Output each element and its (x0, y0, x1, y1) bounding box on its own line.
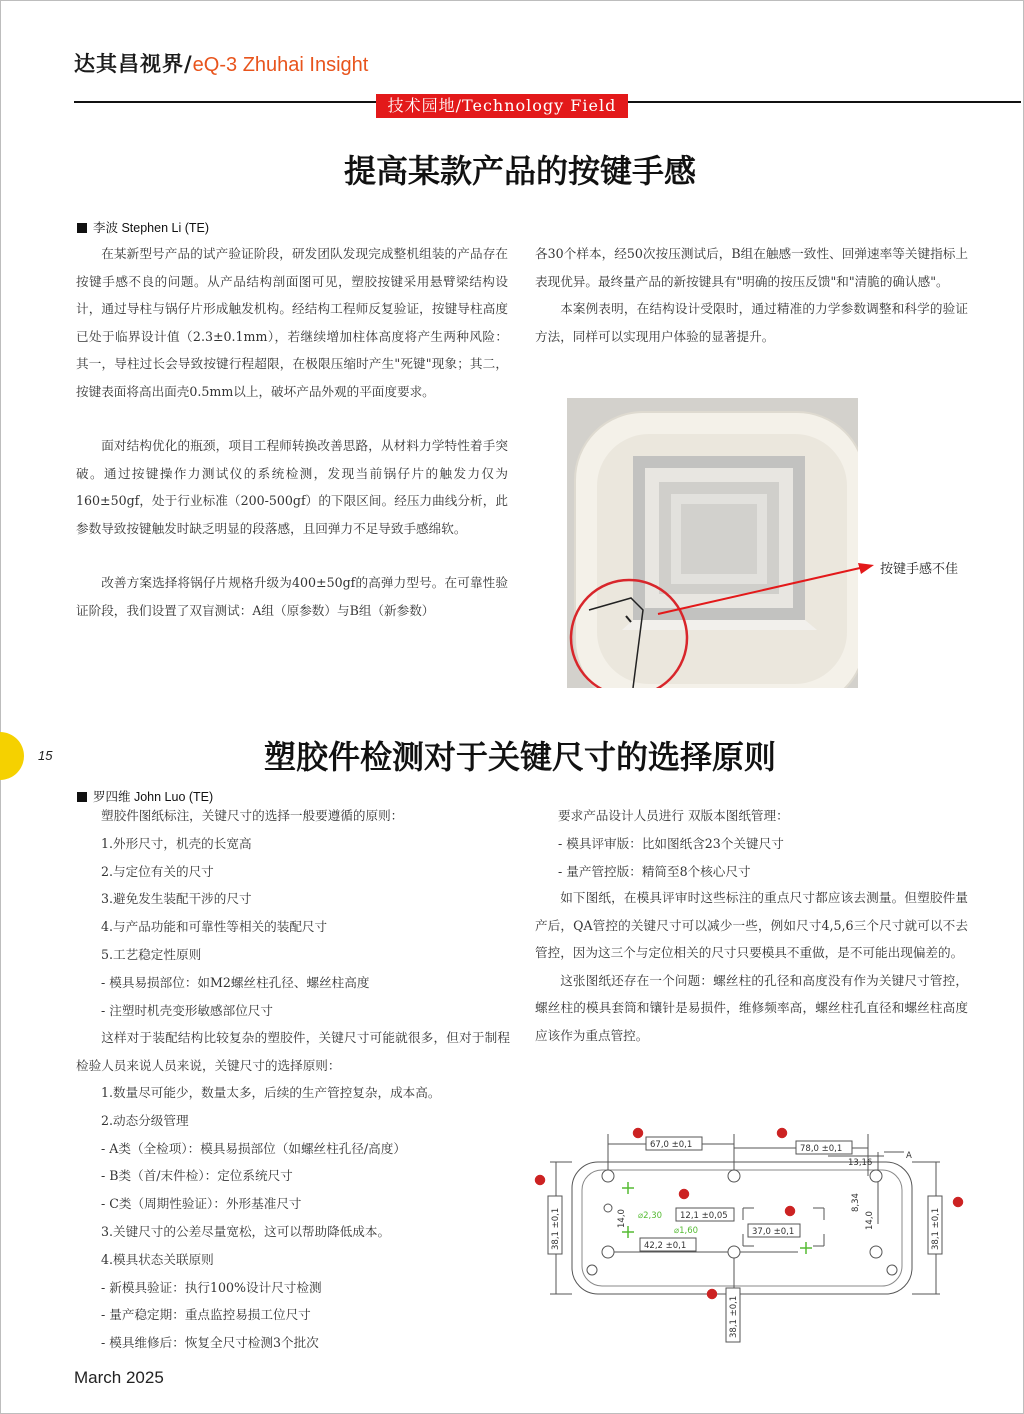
datum-label: A (906, 1151, 912, 1161)
callout-arrow (650, 560, 880, 620)
list-item: - 模具维修后：恢复全尺寸检测3个批次 (101, 1335, 319, 1351)
list-item: 4.模具状态关联原则 (101, 1251, 214, 1267)
dimension-label: 12,1 ±0,05 (680, 1211, 728, 1221)
author-marker-icon (77, 792, 87, 802)
paragraph: 这样对于装配结构比较复杂的塑胶件，关键尺寸可能就很多，但对于制程检验人员来说人员来说，关键尺寸的选择原则： (76, 1030, 510, 1073)
article2-right-list (558, 802, 968, 885)
dimension-label: 14,0 (617, 1209, 627, 1228)
paragraph: 本案例表明，在结构设计受限时，通过精准的力学参数调整和科学的验证方法，同样可以实现用户体验的显著提升。 (535, 301, 968, 344)
masthead-english: eQ-3 Zhuhai Insight (192, 54, 369, 76)
dimension-label: 38,1 ±0,1 (729, 1295, 739, 1338)
dimension-label: ⌀1,60 (674, 1226, 699, 1236)
list-item: - 量产管控版：精简至8个核心尺寸 (558, 863, 751, 879)
article2-left-list-2 (101, 1079, 511, 1357)
author-marker-icon (77, 223, 87, 233)
paragraph: 改善方案选择将锅仔片规格升级为400±50gf的高弹力型号。在可靠性验证阶段，我们设置了双盲测试：A组（原参数）与B组（新参数） (76, 575, 508, 618)
masthead-chinese: 达其昌视界/ (74, 51, 193, 76)
list-item: - C类（周期性验证）：外形基准尺寸 (101, 1196, 302, 1212)
paragraph: 各30个样本，经50次按压测试后，B组在触感一致性、回弹速率等关键指标上表现优异。最终量产品的新按键具有"明确的按压反馈"和"清脆的确认感"。 (535, 246, 968, 289)
svg-text:1: 1 (636, 1130, 640, 1137)
article2-author-name: 罗四维 John Luo (TE) (93, 790, 214, 804)
dimension-label: 38,1 ±0,1 (551, 1207, 561, 1250)
list-item: - 模具易损部位：如M2螺丝柱孔径、螺丝柱高度 (101, 974, 370, 990)
article1-left-column (76, 240, 508, 624)
section-label: 技术园地/Technology Field (376, 94, 628, 118)
list-item: - B类（首/末件检）：定位系统尺寸 (101, 1168, 293, 1184)
list-item: 要求产品设计人员进行 双版本图纸管理： (558, 808, 789, 823)
svg-text:2: 2 (780, 1130, 784, 1137)
technical-drawing (528, 1112, 968, 1344)
dimension-label: 67,0 ±0,1 (650, 1140, 693, 1150)
masthead (74, 48, 368, 78)
list-item: 2.与定位有关的尺寸 (101, 863, 214, 879)
list-item: 5.工艺稳定性原则 (101, 946, 202, 962)
dimension-label: ⌀2,30 (638, 1211, 663, 1221)
dimension-label: 14,0 (865, 1211, 875, 1230)
list-item: - 模具评审版：比如图纸含23个关键尺寸 (558, 835, 784, 851)
article1-right-column (535, 240, 968, 350)
paragraph: 这张图纸还存在一个问题：螺丝柱的孔径和高度没有作为关键尺寸管控，螺丝柱的模具套筒和镶针是易损件，维修频率高，螺丝柱孔直径和螺丝柱高度应该作为重点管控。 (535, 972, 968, 1043)
page-number: 15 (38, 748, 53, 763)
dimension-label: 78,0 ±0,1 (800, 1144, 843, 1154)
dimension-label: 8,34 (851, 1193, 861, 1212)
article1-author (77, 218, 209, 236)
list-item: - A类（全检项）：模具易损部位（如螺丝柱孔径/高度） (101, 1140, 406, 1156)
dimension-label: 38,1 ±0,1 (931, 1207, 941, 1250)
list-item: 4.与产品功能和可靠性等相关的装配尺寸 (101, 919, 328, 935)
dimension-label: 37,0 ±0,1 (752, 1227, 795, 1237)
paragraph: 如下图纸，在模具评审时这些标注的重点尺寸都应该去测量。但塑胶件量产后，QA管控的关键尺寸可以减少一些，例如尺寸4,5,6三个尺寸就可以不去管控，因为这三个与定位相关的尺寸只要模具不重做，是不可能出现偏差的。 (535, 890, 968, 960)
article2-left-paragraph (76, 1024, 510, 1079)
list-item: - 量产稳定期：重点监控易损工位尺寸 (101, 1307, 311, 1323)
list-item: 1.外形尺寸，机壳的长宽高 (101, 835, 252, 851)
list-item: 3.关键尺寸的公差尽量宽松，这可以帮助降低成本。 (101, 1223, 391, 1239)
list-item: 塑胶件图纸标注，关键尺寸的选择一般要遵循的原则： (101, 808, 404, 823)
list-item: 3.避免发生装配干涉的尺寸 (101, 891, 252, 907)
article2-title: 塑胶件检测对于关键尺寸的选择原则 (263, 738, 776, 776)
article2-left-list-1 (101, 802, 511, 1024)
dimension-label: 13,16 (848, 1158, 873, 1168)
photo-callout-label: 按键手感不佳 (880, 562, 959, 577)
article1-author-name: 李波 Stephen Li (TE) (93, 221, 210, 235)
dimension-label: 42,2 ±0,1 (644, 1241, 687, 1251)
list-item: - 注塑时机壳变形敏感部位尺寸 (101, 1002, 273, 1018)
issue-date: March 2025 (74, 1368, 164, 1387)
paragraph: 在某新型号产品的试产验证阶段，研发团队发现完成整机组装的产品存在按键手感不良的问题。从产品结构剖面图可见，塑胶按键采用悬臂梁结构设计，通过导柱与锅仔片形成触发机构。经结构工程师反复验证，按键导柱高度已处于临界设计值（2.3±0.1mm），若继续增加柱体高度将产生两种风险：其一，导柱过长会导致按键行程超限，在极限压缩时产生"死键"现象；其二，按键表面将高出面壳0.5mm以上，破坏产品外观的平面度要求。 (76, 246, 508, 399)
list-item: 1.数量尽可能少，数量太多，后续的生产管控复杂，成本高。 (101, 1085, 441, 1100)
article1-title: 提高某款产品的按键手感 (343, 152, 696, 190)
article2-right-paragraphs (535, 884, 968, 1049)
button-product-photo (567, 398, 858, 688)
paragraph: 面对结构优化的瓶颈，项目工程师转换改善思路，从材料力学特性着手突破。通过按键操作力测试仪的系统检测，发现当前锅仔片的触发力仅为160±50gf，处于行业标准（200-500gf）的下限区间。经压力曲线分析，此参数导致按键触发时缺乏明显的段落感，且回弹力不足导致手感绵软。 (76, 438, 508, 536)
list-item: - 新模具验证：执行100%设计尺寸检测 (101, 1279, 322, 1295)
list-item: 2.动态分级管理 (101, 1112, 189, 1128)
